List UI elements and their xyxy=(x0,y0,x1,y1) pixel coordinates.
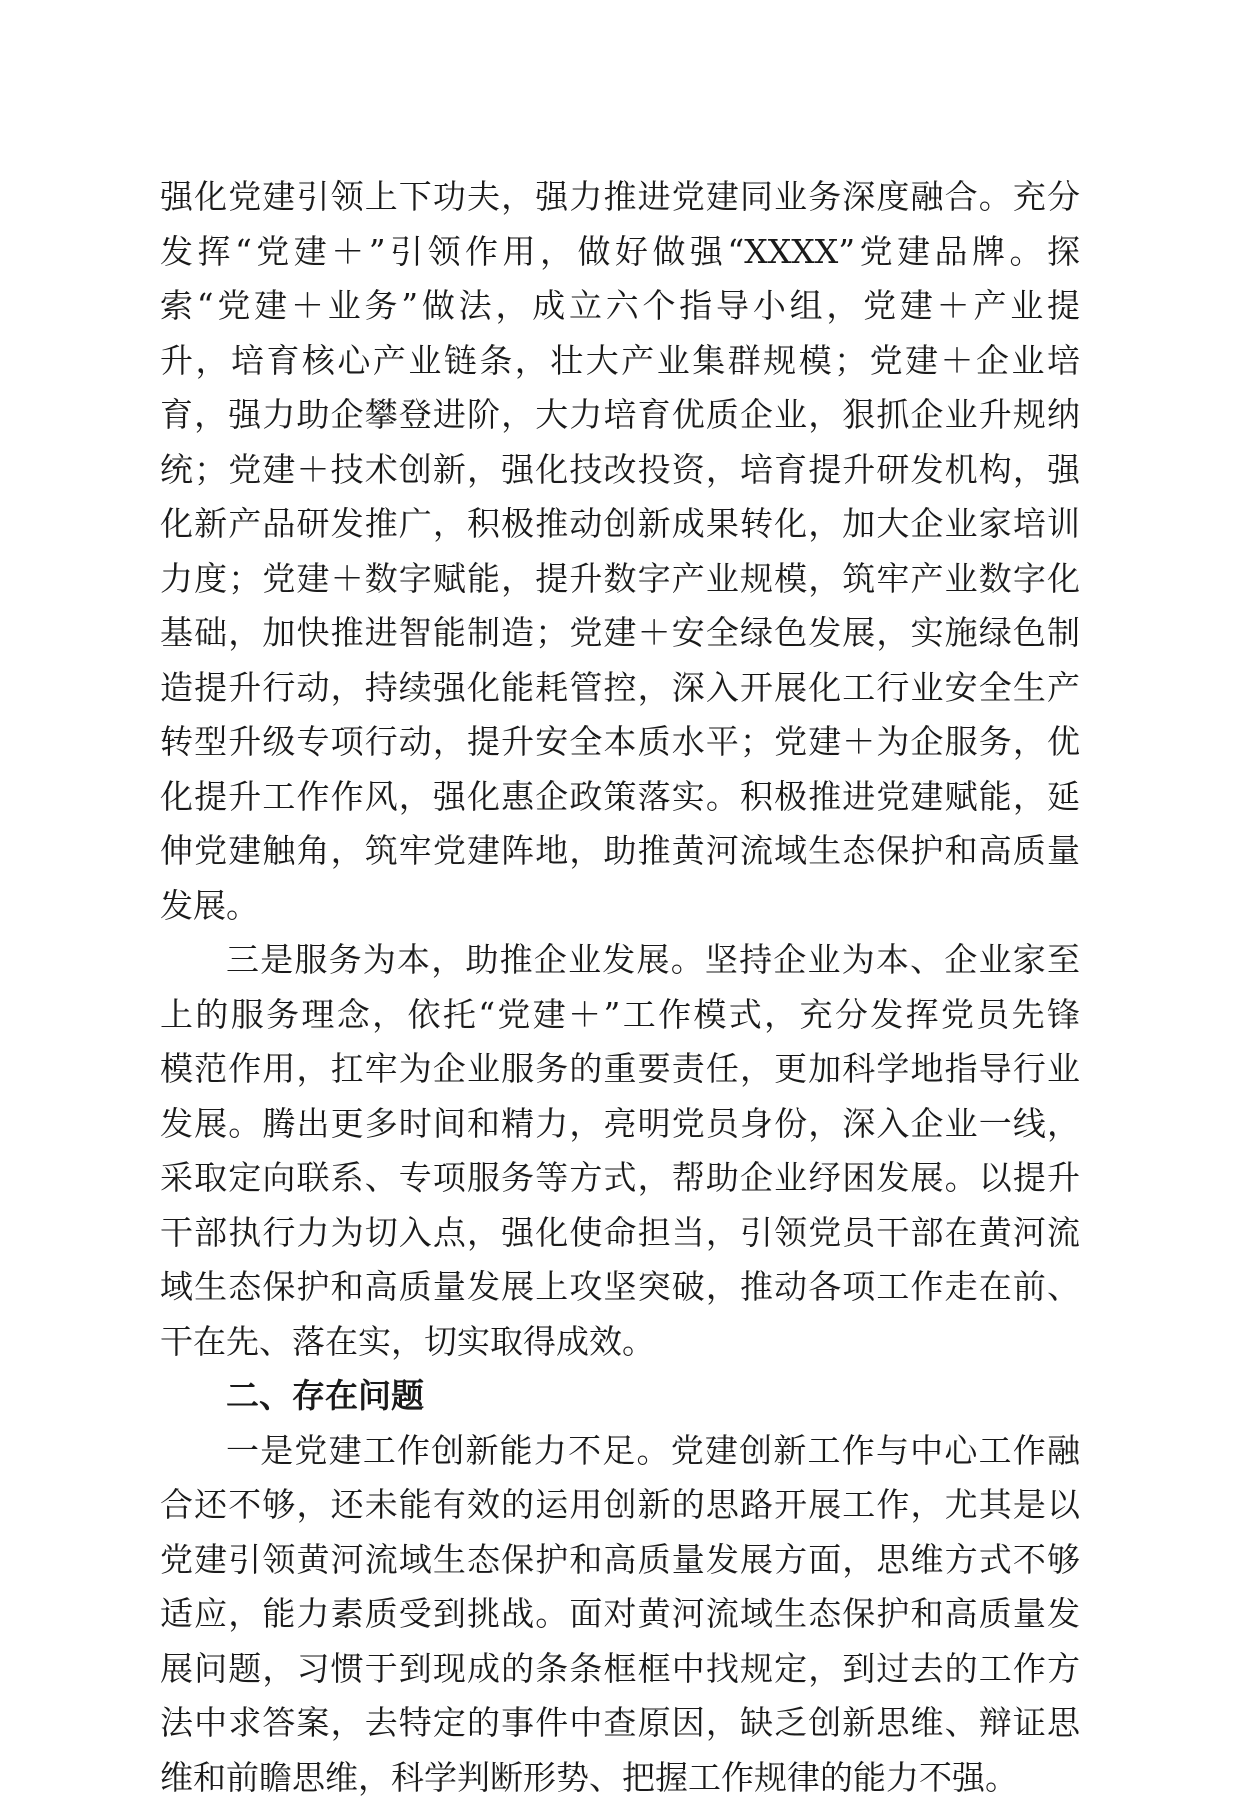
section-heading: 二、存在问题 xyxy=(160,1369,1080,1424)
text-line: 一是党建工作创新能力不足。党建创新工作与中心工作融 xyxy=(160,1424,1080,1479)
text-line: 法中求答案，去特定的事件中查原因，缺乏创新思维、辩证思 xyxy=(160,1696,1080,1751)
text-line: 育，强力助企攀登进阶，大力培育优质企业，狠抓企业升规纳 xyxy=(160,388,1080,443)
text-line: 伸党建触角，筑牢党建阵地，助推黄河流域生态保护和高质量 xyxy=(160,824,1080,879)
text-line: 发展。腾出更多时间和精力，亮明党员身份，深入企业一线， xyxy=(160,1097,1080,1152)
text-line: 适应，能力素质受到挑战。面对黄河流域生态保护和高质量发 xyxy=(160,1587,1080,1642)
text-line: 党建引领黄河流域生态保护和高质量发展方面，思维方式不够 xyxy=(160,1533,1080,1588)
text-line: 干在先、落在实，切实取得成效。 xyxy=(160,1315,1080,1370)
text-line: 造提升行动，持续强化能耗管控，深入开展化工行业安全生产 xyxy=(160,661,1080,716)
text-line: 索“党建＋业务”做法，成立六个指导小组，党建＋产业提 xyxy=(160,279,1080,334)
text-line: 强化党建引领上下功夫，强力推进党建同业务深度融合。充分 xyxy=(160,170,1080,225)
text-line: 力度；党建＋数字赋能，提升数字产业规模，筑牢产业数字化 xyxy=(160,552,1080,607)
text-line: 升，培育核心产业链条，壮大产业集群规模；党建＋企业培 xyxy=(160,334,1080,389)
paragraph-party-building-integration xyxy=(160,170,1080,933)
text-line: 展问题，习惯于到现成的条条框框中找规定，到过去的工作方 xyxy=(160,1642,1080,1697)
text-line: 采取定向联系、专项服务等方式，帮助企业纾困发展。以提升 xyxy=(160,1151,1080,1206)
text-line: 发展。 xyxy=(160,879,1080,934)
text-line: 域生态保护和高质量发展上攻坚突破，推动各项工作走在前、 xyxy=(160,1260,1080,1315)
paragraph-service-oriented xyxy=(160,933,1080,1369)
text-line: 三是服务为本，助推企业发展。坚持企业为本、企业家至 xyxy=(160,933,1080,988)
text-line: 上的服务理念，依托“党建＋”工作模式，充分发挥党员先锋 xyxy=(160,988,1080,1043)
text-line: 化提升工作作风，强化惠企政策落实。积极推进党建赋能，延 xyxy=(160,770,1080,825)
text-line: 基础，加快推进智能制造；党建＋安全绿色发展，实施绿色制 xyxy=(160,606,1080,661)
text-line: 干部执行力为切入点，强化使命担当，引领党员干部在黄河流 xyxy=(160,1206,1080,1261)
paragraph-innovation-capacity xyxy=(160,1424,1080,1805)
text-line: 模范作用，扛牢为企业服务的重要责任，更加科学地指导行业 xyxy=(160,1042,1080,1097)
document-body xyxy=(160,170,1080,1805)
text-line: 合还不够，还未能有效的运用创新的思路开展工作，尤其是以 xyxy=(160,1478,1080,1533)
text-line: 化新产品研发推广，积极推动创新成果转化，加大企业家培训 xyxy=(160,497,1080,552)
text-line: 统；党建＋技术创新，强化技改投资，培育提升研发机构，强 xyxy=(160,443,1080,498)
text-line: 转型升级专项行动，提升安全本质水平；党建＋为企服务，优 xyxy=(160,715,1080,770)
text-line: 维和前瞻思维，科学判断形势、把握工作规律的能力不强。 xyxy=(160,1751,1080,1805)
text-line: 发挥“党建＋”引领作用，做好做强“XXXX”党建品牌。探 xyxy=(160,225,1080,280)
